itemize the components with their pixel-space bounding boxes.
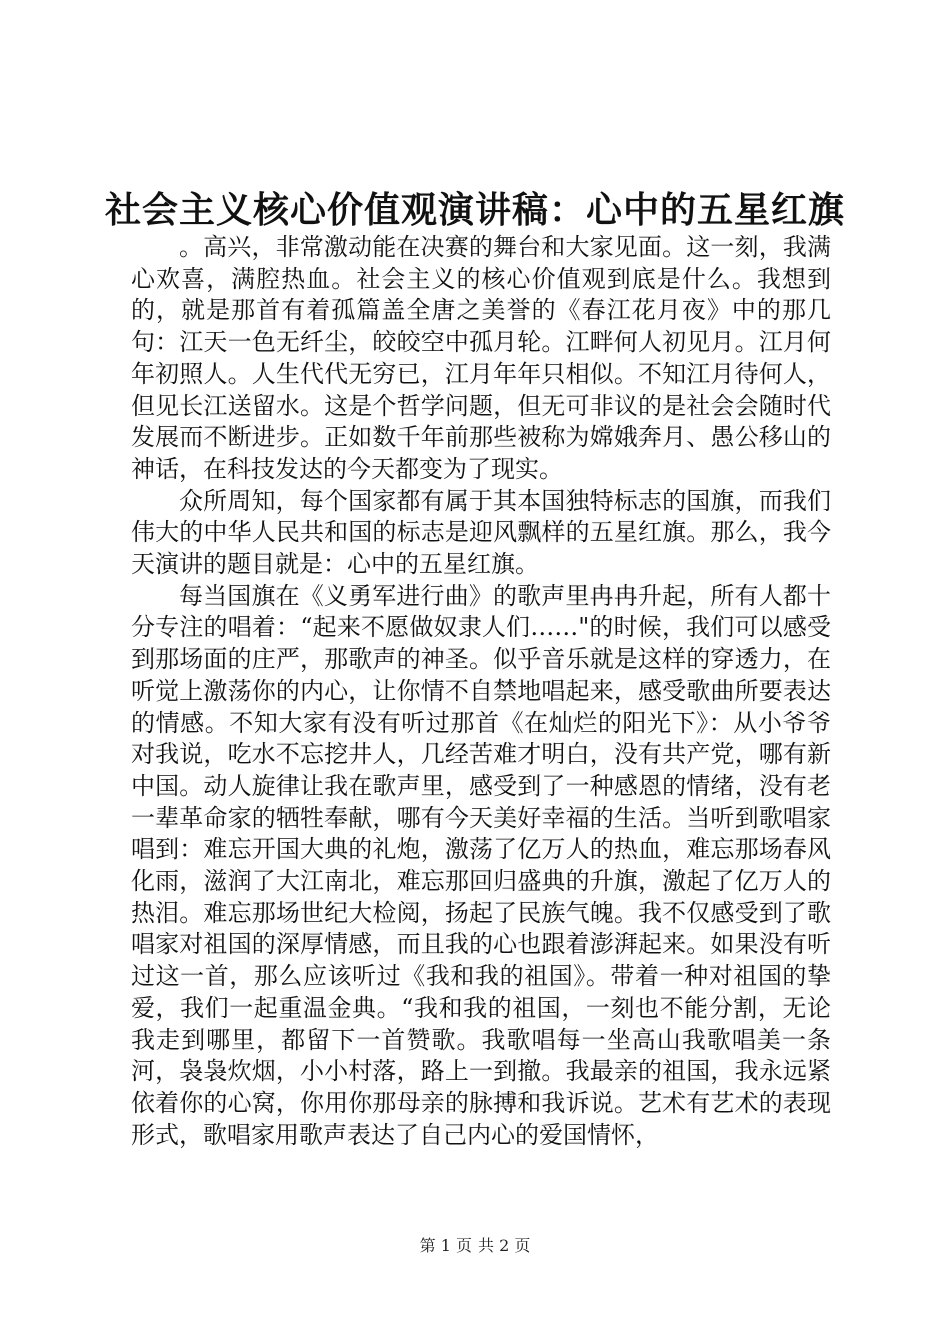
paragraph-1: 。高兴，非常激动能在决赛的舞台和大家见面。这一刻，我满心欢喜，满腔热血。社会主义的核心价值观到底是什么。我想到的，就是那首有着孤篇盖全唐之美誉的《春江花月夜》中的那几句：江天一色无纤尘，皎皎空中孤月轮。江畔何人初见月。江月何年初照人。人生代代无穷已，江月年年只相似。不知江月待何人，但见长江送留水。这是个哲学问题，但无可非议的是社会会随时代发展而不断进步。正如数千年前那些被称为嫦娥奔月、愚公移山的神话，在科技发达的今天都变为了现实。 [131,233,831,483]
page-total: 共 2 页 [478,1236,531,1255]
document-title: 社会主义核心价值观演讲稿：心中的五星红旗 [104,189,845,231]
paragraph-2: 众所周知，每个国家都有属于其本国独特标志的国旗，而我们伟大的中华人民共和国的标志是迎风飘样的五星红旗。那么，我今天演讲的题目就是：心中的五星红旗。 [131,486,831,579]
page-number: 第 1 页 [419,1236,472,1255]
paragraph-3: 每当国旗在《义勇军进行曲》的歌声里冉冉升起，所有人都十分专注的唱着：“起来不愿做奴隶人们……"的时候，我们可以感受到那场面的庄严，那歌声的神圣。似乎音乐就是这样的穿透力，在听觉上激荡你的内心，让你情不自禁地唱起来，感受歌曲所要表达的情感。不知大家有没有听过那首《在灿烂的阳光下》：从小爷爷对我说，吃水不忘挖井人，几经苦难才明白，没有共产党，哪有新中国。动人旋律让我在歌声里，感受到了一种感恩的情绪，没有老一辈革命家的牺牲奉献，哪有今天美好幸福的生活。当听到歌唱家唱到：难忘开国大典的礼炮，激荡了亿万人的热血，难忘那场春风化雨，滋润了大江南北，难忘那回归盛典的升旗，激起了亿万人的热泪。难忘那场世纪大检阅，扬起了民族气魄。我不仅感受到了歌唱家对祖国的深厚情感，而且我的心也跟着澎湃起来。如果没有听过这一首，那么应该听过《我和我的祖国》。带着一种对祖国的挚爱，我们一起重温金典。“我和我的祖国，一刻也不能分割，无论我走到哪里，都留下一首赞歌。我歌唱每一坐高山我歌唱美一条河，袅袅炊烟，小小村落，路上一到撤。我最亲的祖国，我永远紧依着你的心窝，你用你那母亲的脉搏和我诉说。艺术有艺术的表现形式，歌唱家用歌声表达了自己内心的爱国情怀， [131,581,831,1149]
page-footer [0,1236,950,1256]
document-body [131,232,831,1151]
